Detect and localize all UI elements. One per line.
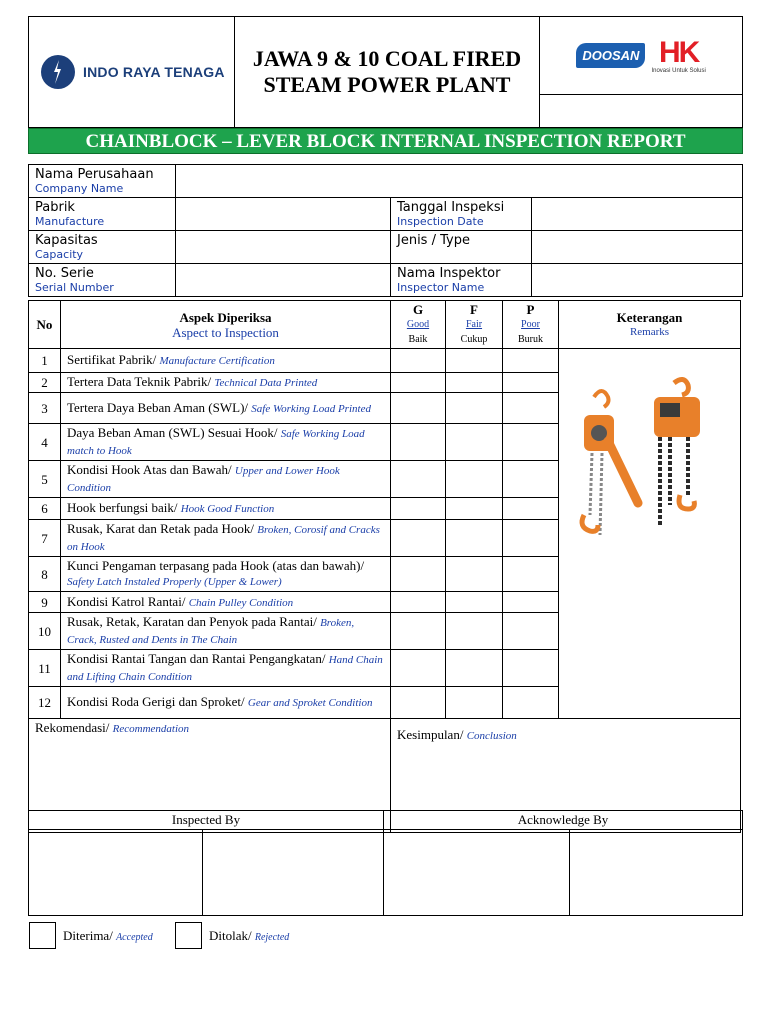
row-good-cell[interactable] [391,393,446,424]
row-good-cell[interactable] [391,349,446,373]
row-number: 10 [29,613,61,650]
col-header-fair: F Fair Cukup [446,301,503,349]
partner-logos-cell [540,17,743,128]
inspector-name-field[interactable] [532,264,743,297]
plant-title-line2: STEAM POWER PLANT [263,72,511,97]
row-fair-cell[interactable] [446,557,503,592]
capacity-label: Kapasitas Capacity [29,231,176,264]
inspection-date-field[interactable] [532,198,743,231]
row-number: 2 [29,373,61,393]
rejected-label: Ditolak/ Rejected [209,928,290,943]
type-field[interactable] [532,231,743,264]
row-aspect: Rusak, Karat dan Retak pada Hook/ Broken, Corosif and Cracks on Hook [61,520,391,557]
row-fair-cell[interactable] [446,650,503,687]
col-header-poor: P Poor Buruk [503,301,559,349]
inspected-by-signature-1[interactable] [29,830,203,916]
serial-number-label: No. Serie Serial Number [29,264,176,297]
row-poor-cell[interactable] [503,498,559,520]
rejected-checkbox[interactable] [175,922,202,949]
row-aspect: Tertera Daya Beban Aman (SWL)/ Safe Working Load Printed [61,393,391,424]
signature-table [28,810,743,916]
row-number: 12 [29,687,61,719]
row-aspect: Tertera Data Teknik Pabrik/ Technical Data Printed [61,373,391,393]
hk-logo-mark: HK [658,35,699,69]
row-aspect: Kunci Pengaman terpasang pada Hook (atas dan bawah)/ Safety Latch Instaled Properly (Upper & Lower) [61,557,391,592]
row-good-cell[interactable] [391,650,446,687]
row-fair-cell[interactable] [446,393,503,424]
accepted-label: Diterima/ Accepted [63,928,153,943]
doosan-logo: DOOSAN [576,43,645,68]
row-good-cell[interactable] [391,687,446,719]
acknowledge-by-signature-2[interactable] [570,830,743,916]
row-aspect: Rusak, Retak, Karatan dan Penyok pada Rantai/ Broken, Crack, Rusted and Dents in The Chain [61,613,391,650]
row-aspect: Daya Beban Aman (SWL) Sesuai Hook/ Safe Working Load match to Hook [61,424,391,461]
row-aspect: Hook berfungsi baik/ Hook Good Function [61,498,391,520]
manufacture-label: Pabrik Manufacture [29,198,176,231]
row-good-cell[interactable] [391,461,446,498]
row-good-cell[interactable] [391,424,446,461]
company-logo-cell [29,17,235,128]
inspected-by-header: Inspected By [29,811,384,830]
row-poor-cell[interactable] [503,613,559,650]
inspected-by-signature-2[interactable] [203,830,384,916]
inspector-name-label: Nama Inspektor Inspector Name [391,264,532,297]
row-good-cell[interactable] [391,520,446,557]
chain-hoist-illustration-icon [570,375,710,545]
row-fair-cell[interactable] [446,687,503,719]
company-name-field[interactable] [176,165,743,198]
row-aspect: Kondisi Katrol Rantai/ Chain Pulley Condition [61,592,391,613]
row-aspect: Kondisi Roda Gerigi dan Sproket/ Gear and Sproket Condition [61,687,391,719]
row-aspect: Kondisi Rantai Tangan dan Rantai Pengangkatan/ Hand Chain and Lifting Chain Condition [61,650,391,687]
capacity-field[interactable] [176,231,391,264]
serial-number-field[interactable] [176,264,391,297]
manufacture-field[interactable] [176,198,391,231]
row-good-cell[interactable] [391,373,446,393]
row-good-cell[interactable] [391,557,446,592]
row-poor-cell[interactable] [503,687,559,719]
row-poor-cell[interactable] [503,393,559,424]
row-poor-cell[interactable] [503,557,559,592]
row-good-cell[interactable] [391,613,446,650]
row-fair-cell[interactable] [446,349,503,373]
acknowledge-by-header: Acknowledge By [384,811,743,830]
row-fair-cell[interactable] [446,424,503,461]
row-good-cell[interactable] [391,498,446,520]
row-fair-cell[interactable] [446,461,503,498]
row-poor-cell[interactable] [503,650,559,687]
row-poor-cell[interactable] [503,461,559,498]
row-fair-cell[interactable] [446,498,503,520]
report-header [28,16,743,128]
row-number: 4 [29,424,61,461]
row-poor-cell[interactable] [503,349,559,373]
hk-logo [651,35,706,74]
row-number: 8 [29,557,61,592]
type-label: Jenis / Type [391,231,532,264]
report-title-banner: CHAINBLOCK – LEVER BLOCK INTERNAL INSPECTION REPORT [28,128,743,154]
row-poor-cell[interactable] [503,424,559,461]
col-header-good: G Good Baik [391,301,446,349]
hk-tagline: Inovasi Untuk Solusi [651,67,706,74]
accepted-checkbox[interactable] [29,922,56,949]
company-name-label: Nama Perusahaan Company Name [29,165,176,198]
row-number: 1 [29,349,61,373]
table-row [29,349,741,373]
row-number: 7 [29,520,61,557]
row-fair-cell[interactable] [446,373,503,393]
indo-raya-tenaga-logo-icon [41,55,75,89]
row-number: 9 [29,592,61,613]
row-aspect: Kondisi Hook Atas dan Bawah/ Upper and Lower Hook Condition [61,461,391,498]
col-header-remarks: Keterangan Remarks [559,301,741,349]
row-aspect: Sertifikat Pabrik/ Manufacture Certification [61,349,391,373]
col-header-no: No [29,301,61,349]
row-number: 5 [29,461,61,498]
row-number: 11 [29,650,61,687]
row-fair-cell[interactable] [446,613,503,650]
row-number: 6 [29,498,61,520]
row-number: 3 [29,393,61,424]
row-poor-cell[interactable] [503,592,559,613]
row-good-cell[interactable] [391,592,446,613]
acknowledge-by-signature-1[interactable] [384,830,570,916]
col-header-aspect: Aspek Diperiksa Aspect to Inspection [61,301,391,349]
row-fair-cell[interactable] [446,592,503,613]
row-poor-cell[interactable] [503,373,559,393]
company-logo-text: INDO RAYA TENAGA [83,64,225,80]
inspection-date-label: Tanggal Inspeksi Inspection Date [391,198,532,231]
equipment-info-table [28,164,743,297]
plant-title-cell [234,17,539,128]
conclusion-box[interactable]: Kesimpulan/ Conclusion [391,719,741,833]
row-poor-cell[interactable] [503,520,559,557]
plant-title-line1: JAWA 9 & 10 COAL FIRED [252,46,522,71]
row-fair-cell[interactable] [446,520,503,557]
recommendation-box[interactable]: Rekomendasi/ Recommendation [29,719,391,833]
